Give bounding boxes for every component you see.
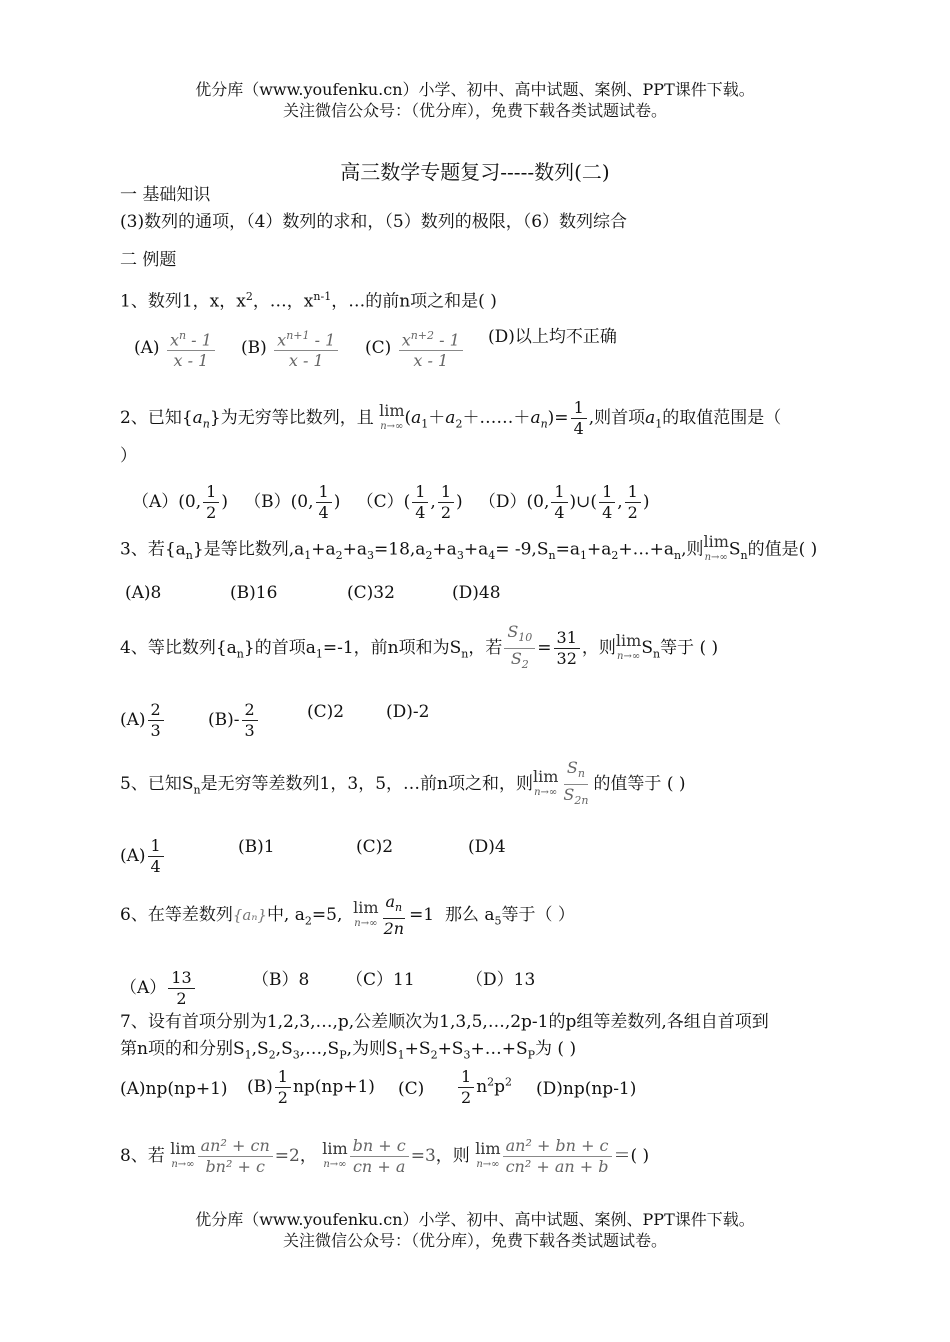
fraction: $\frac{1}{4}$ xyxy=(599,482,615,523)
fraction: $\frac{bn + c}{cn + a}$ xyxy=(350,1136,409,1177)
header-line-2: 关注微信公众号：（优分库），免费下载各类试题试卷。 xyxy=(282,101,667,120)
q5-option-b: (B)1 xyxy=(238,837,275,857)
q6-option-a: （A） $\frac{13}{2}$ xyxy=(120,968,197,1009)
q3-stem: 3、若$\{a_n\}$是等比数列$,a_1+a_2+a_3=18,a_2+a_3+a_4=$ $-9,S_n=a_1+a_2+\dots+a_n$,则 lim n→∞ $S_n$的值是( ) xyxy=(120,534,817,568)
fraction: $\frac{S_n}{S_{2n}}$ xyxy=(563,758,589,808)
fraction: $\frac{1}{4}$ xyxy=(571,398,587,439)
fraction: $\frac{1}{4}$ xyxy=(148,836,164,877)
q2-stem-cont: ） xyxy=(120,446,137,466)
limit-symbol: lim n→∞ xyxy=(532,766,559,798)
fraction: $\frac{x^{n+1} - 1}{x - 1}$ xyxy=(274,326,338,371)
q7-option-c-label: (C) xyxy=(398,1079,425,1099)
q3-option-d: (D)48 xyxy=(452,583,501,603)
page-title: 高三数学专题复习-----数列(二) xyxy=(340,160,610,184)
q4-option-b: (B)- $\frac{2}{3}$ xyxy=(208,700,260,741)
fraction: $\frac{1}{2}$ xyxy=(458,1067,474,1108)
fraction: $\frac{a_n}{2n}$ xyxy=(383,892,405,939)
q6-option-d: （D）13 xyxy=(466,970,536,990)
q3-option-a: (A)8 xyxy=(125,583,162,603)
q7-option-c: $\frac{1}{2}$ $n^2p^2$ xyxy=(456,1067,512,1108)
limit-symbol: lim n→∞ xyxy=(322,1138,348,1170)
limit-symbol: lim n→∞ xyxy=(475,1138,501,1170)
fraction: $\frac{1}{4}$ xyxy=(316,482,332,523)
q5-option-d: (D)4 xyxy=(468,837,506,857)
q7-option-a: (A)np(np+1) xyxy=(120,1079,228,1099)
q1-stem: 1、数列1，x，$x^2$，…，$x^{n-1}$，…的前n项之和是( ) xyxy=(120,290,497,312)
fraction: $\frac{1}{2}$ xyxy=(438,482,454,523)
fraction: $\frac{2}{3}$ xyxy=(242,700,258,741)
q6-option-b: （B）8 xyxy=(252,970,310,990)
header-line-1: 优分库（www.youfenku.cn）小学、初中、高中试题、案例、PPT课件下载。 xyxy=(195,80,755,99)
limit-symbol: lim n→∞ xyxy=(703,532,729,563)
fraction: $\frac{13}{2}$ xyxy=(168,968,194,1009)
fraction: $\frac{1}{2}$ xyxy=(275,1067,291,1108)
limit-symbol: lim n→∞ xyxy=(353,897,379,929)
limit-symbol: lim n→∞ xyxy=(615,630,642,662)
q2-stem: 2、已知$\{a_n\}$为无穷等比数列，且 lim n→∞ $(a_1+a_2+\dots\dots+a_n)=$ $\frac{1}{4}$ ,则首项$a_1$的取值范围是（ xyxy=(120,398,782,438)
footer-line-1: 优分库（www.youfenku.cn）小学、初中、高中试题、案例、PPT课件下载。 xyxy=(195,1210,755,1229)
fraction: $\frac{1}{4}$ xyxy=(412,482,428,523)
q3-option-c: (C)32 xyxy=(347,583,395,603)
q3-option-b: (B)16 xyxy=(230,583,278,603)
limit-symbol: lim n→∞ xyxy=(379,400,405,432)
q6-option-c: （C）11 xyxy=(346,970,415,990)
fraction: $\frac{31}{32}$ xyxy=(554,628,580,669)
q8-stem: 8、若 lim n→∞ $\frac{\text{an² + cn}}{\text{bn² + c}}$ =2， lim n→∞ $\frac{bn + c}{cn + a}$ =3，则 lim n→∞ $\frac{\text{an² + bn + c}}{\text{cn² + an + b}}$ ＝( ) xyxy=(120,1136,650,1176)
fraction: $\frac{2}{3}$ xyxy=(148,700,164,741)
q1-option-d: (D)以上均不正确 xyxy=(488,327,617,347)
q7-stem-line-1: 7、设有首项分别为1,2,3,…,p,公差顺次为1,3,5,…,2p-1的p组等差数列,各组自首项到 xyxy=(120,1012,769,1032)
fraction: $\frac{S_{10}}{S_2}$ xyxy=(504,622,535,675)
q4-option-a: (A) $\frac{2}{3}$ xyxy=(120,700,166,741)
q5-stem: 5、已知$S_n$是无穷等差数列1，3，5，…前n项之和，则 lim n→∞ $\frac{S_n}{S_{2n}}$ 的值等于 ( ) xyxy=(120,758,686,811)
q7-stem-line-2: 第n项的和分别$S_1,S_2,S_3,\dots,S_P$,为则$S_1+S_2+S_3+\dots+S_P$为 ( ) xyxy=(120,1039,577,1062)
fraction: $\frac{x^n - 1}{x - 1}$ xyxy=(167,326,215,371)
section-examples: 二 例题 xyxy=(120,250,177,270)
section-basics: 一 基础知识 xyxy=(120,185,211,205)
q6-stem: 6、在等差数列{aₙ}中, $a_2=5$, lim n→∞ $\frac{a_n}{2n}$ =1 那么 $a_5$等于（ ） xyxy=(120,892,575,939)
q4-option-d: (D)-2 xyxy=(386,702,430,722)
q4-stem: 4、等比数列$\{a_n\}$的首项$a_1=-1$，前n项和为$S_n$，若 $\frac{S_{10}}{S_2}$ = $\frac{31}{32}$ ，则 lim n→∞ $S_n$等于 ( ) xyxy=(120,622,718,675)
fraction: $\frac{1}{2}$ xyxy=(625,482,641,523)
q1-option-a: (A) $\frac{x^n - 1}{x - 1}$ xyxy=(134,326,217,371)
q7-option-b: (B) $\frac{1}{2}$ np(np+1) xyxy=(247,1067,375,1107)
fraction: $\frac{x^{n+2} - 1}{x - 1}$ xyxy=(399,326,463,371)
fraction: $\frac{\text{an² + bn + c}}{\text{cn² + an + b}}$ xyxy=(503,1136,612,1177)
fraction: $\frac{1}{2}$ xyxy=(203,482,219,523)
q2-options: （A）(0, $\frac{1}{2}$ ) （B）(0, $\frac{1}{4}$ ) （C）( $\frac{1}{4}$ , $\frac{1}{2}$ ) （D）(0, $\frac{1}{4}$ )∪( $\frac{1}{4}$ , $\frac{1}{2}$ ) xyxy=(132,482,650,522)
fraction: $\frac{1}{4}$ xyxy=(551,482,567,523)
limit-symbol: lim n→∞ xyxy=(170,1138,196,1170)
q7-option-d: (D)np(np-1) xyxy=(536,1079,637,1099)
footer-line-2: 关注微信公众号：（优分库），免费下载各类试题试卷。 xyxy=(282,1231,667,1250)
q1-option-b: (B) $\frac{x^{n+1} - 1}{x - 1}$ xyxy=(241,326,340,371)
q5-option-a: (A) $\frac{1}{4}$ xyxy=(120,836,166,877)
section-basics-content: (3)数列的通项，（4）数列的求和，（5）数列的极限，（6）数列综合 xyxy=(120,212,628,232)
q5-option-c: (C)2 xyxy=(356,837,394,857)
q1-option-c: (C) $\frac{x^{n+2} - 1}{x - 1}$ xyxy=(365,326,465,371)
q4-option-c: (C)2 xyxy=(307,702,345,722)
fraction: $\frac{\text{an² + cn}}{\text{bn² + c}}$ xyxy=(198,1136,273,1177)
